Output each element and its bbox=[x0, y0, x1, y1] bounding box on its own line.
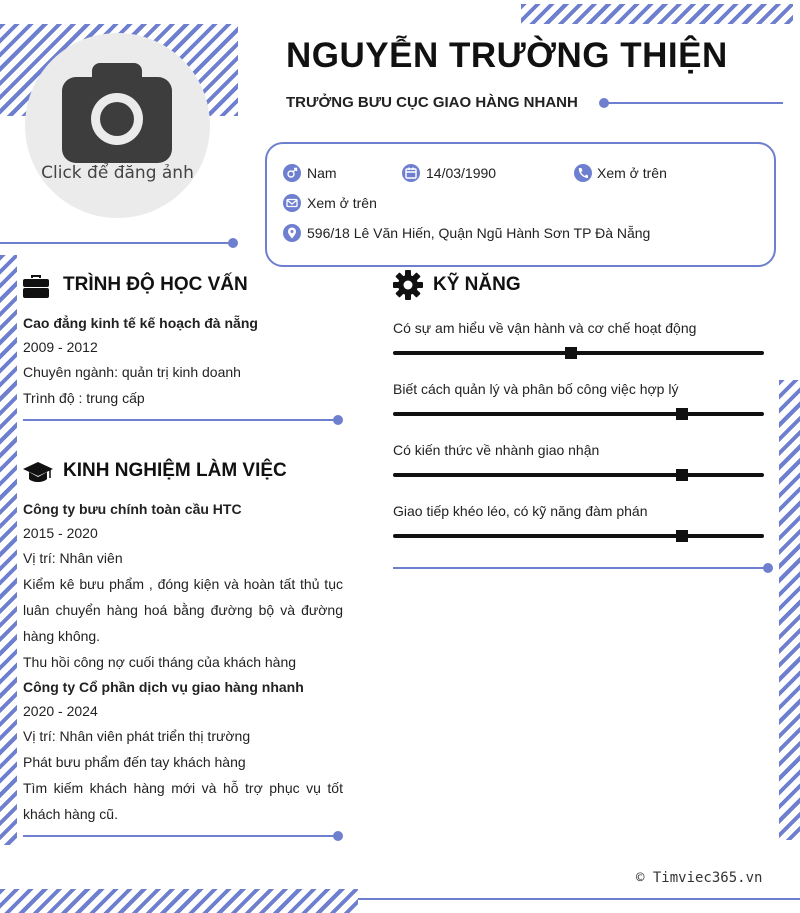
gear-icon bbox=[393, 270, 423, 300]
skill-slider-track[interactable] bbox=[393, 412, 764, 416]
gender-value: Nam bbox=[307, 165, 337, 181]
decor-stripes-left bbox=[0, 255, 17, 845]
job-description: Thu hồi công nợ cuối tháng của khách hàng bbox=[23, 654, 297, 670]
job-description: Tìm kiếm khách hàng mới và hỗ trợ phục vụ tốt khách hàng cũ. bbox=[23, 780, 343, 822]
education-level: Trình độ : trung cấp bbox=[23, 390, 145, 406]
birthday-value: 14/03/1990 bbox=[426, 165, 497, 181]
job-role: Vị trí: Nhân viên phát triển thị trường bbox=[23, 728, 251, 744]
decor-stripes-top-right bbox=[521, 4, 793, 24]
skill-slider-track[interactable] bbox=[393, 473, 764, 477]
job-description: Kiểm kê bưu phẩm , đóng kiện và hoàn tất thủ tục luân chuyển hàng hoá bằng đường bộ và đường hàng không. bbox=[23, 576, 343, 644]
job-company: Công ty Cổ phần dịch vụ giao hàng nhanh bbox=[23, 679, 304, 695]
skill-label: Có sự am hiểu về vận hành và cơ chế hoạt động bbox=[393, 320, 697, 336]
skill-label: Có kiến thức về nhành giao nhận bbox=[393, 442, 600, 458]
candidate-name: NGUYỄN TRƯỜNG THIỆN bbox=[286, 36, 728, 75]
divider-education bbox=[23, 419, 338, 421]
decor-bottom-line bbox=[358, 898, 800, 900]
email-value: Xem ở trên bbox=[307, 195, 377, 211]
briefcase-icon bbox=[23, 274, 49, 298]
skill-slider-handle[interactable] bbox=[676, 408, 688, 420]
divider-skills bbox=[393, 567, 765, 569]
phone-value: Xem ở trên bbox=[597, 165, 667, 181]
graduation-cap-icon bbox=[23, 460, 53, 484]
skill-label: Giao tiếp khéo léo, có kỹ năng đàm phán bbox=[393, 503, 648, 519]
address-value: 596/18 Lê Văn Hiến, Quận Ngũ Hành Sơn TP Đà Nẵng bbox=[307, 225, 651, 241]
education-title: TRÌNH ĐỘ HỌC VẤN bbox=[63, 274, 248, 295]
job-period: 2020 - 2024 bbox=[23, 703, 98, 719]
divider-dot bbox=[333, 415, 343, 425]
candidate-position: TRƯỞNG BƯU CỤC GIAO HÀNG NHANH bbox=[286, 94, 578, 111]
photo-upload[interactable] bbox=[25, 33, 210, 218]
skill-slider-handle[interactable] bbox=[676, 530, 688, 542]
divider-dot bbox=[228, 238, 238, 248]
skills-title: KỸ NĂNG bbox=[433, 274, 521, 295]
job-company: Công ty bưu chính toàn cầu HTC bbox=[23, 501, 242, 517]
divider-dot bbox=[333, 831, 343, 841]
education-school: Cao đẳng kinh tế kế hoạch đà nẵng bbox=[23, 315, 258, 331]
skill-slider-handle[interactable] bbox=[676, 469, 688, 481]
skill-slider-handle[interactable] bbox=[565, 347, 577, 359]
decor-stripes-bottom bbox=[0, 889, 358, 913]
decor-stripes-right bbox=[779, 380, 800, 840]
skill-label: Biết cách quản lý và phân bố công việc hợp lý bbox=[393, 381, 679, 397]
experience-title: KINH NGHIỆM LÀM VIỆC bbox=[63, 460, 287, 481]
job-role: Vị trí: Nhân viên bbox=[23, 550, 123, 566]
job-description: Phát bưu phẩm đến tay khách hàng bbox=[23, 754, 246, 770]
mail-icon bbox=[283, 194, 301, 212]
job-period: 2015 - 2020 bbox=[23, 525, 98, 541]
divider-dot bbox=[763, 563, 773, 573]
phone-icon bbox=[574, 164, 592, 182]
gender-icon bbox=[283, 164, 301, 182]
position-line bbox=[605, 102, 783, 104]
divider-photo bbox=[0, 242, 230, 244]
skill-slider-track[interactable] bbox=[393, 351, 764, 355]
education-major: Chuyên ngành: quản trị kinh doanh bbox=[23, 364, 241, 380]
divider-experience bbox=[23, 835, 338, 837]
location-pin-icon bbox=[283, 224, 301, 242]
camera-icon bbox=[62, 63, 172, 163]
calendar-icon bbox=[402, 164, 420, 182]
footer-copyright: © Timviec365.vn bbox=[636, 870, 763, 886]
skill-slider-track[interactable] bbox=[393, 534, 764, 538]
photo-upload-label: Click để đăng ảnh bbox=[41, 163, 194, 183]
education-period: 2009 - 2012 bbox=[23, 339, 98, 355]
